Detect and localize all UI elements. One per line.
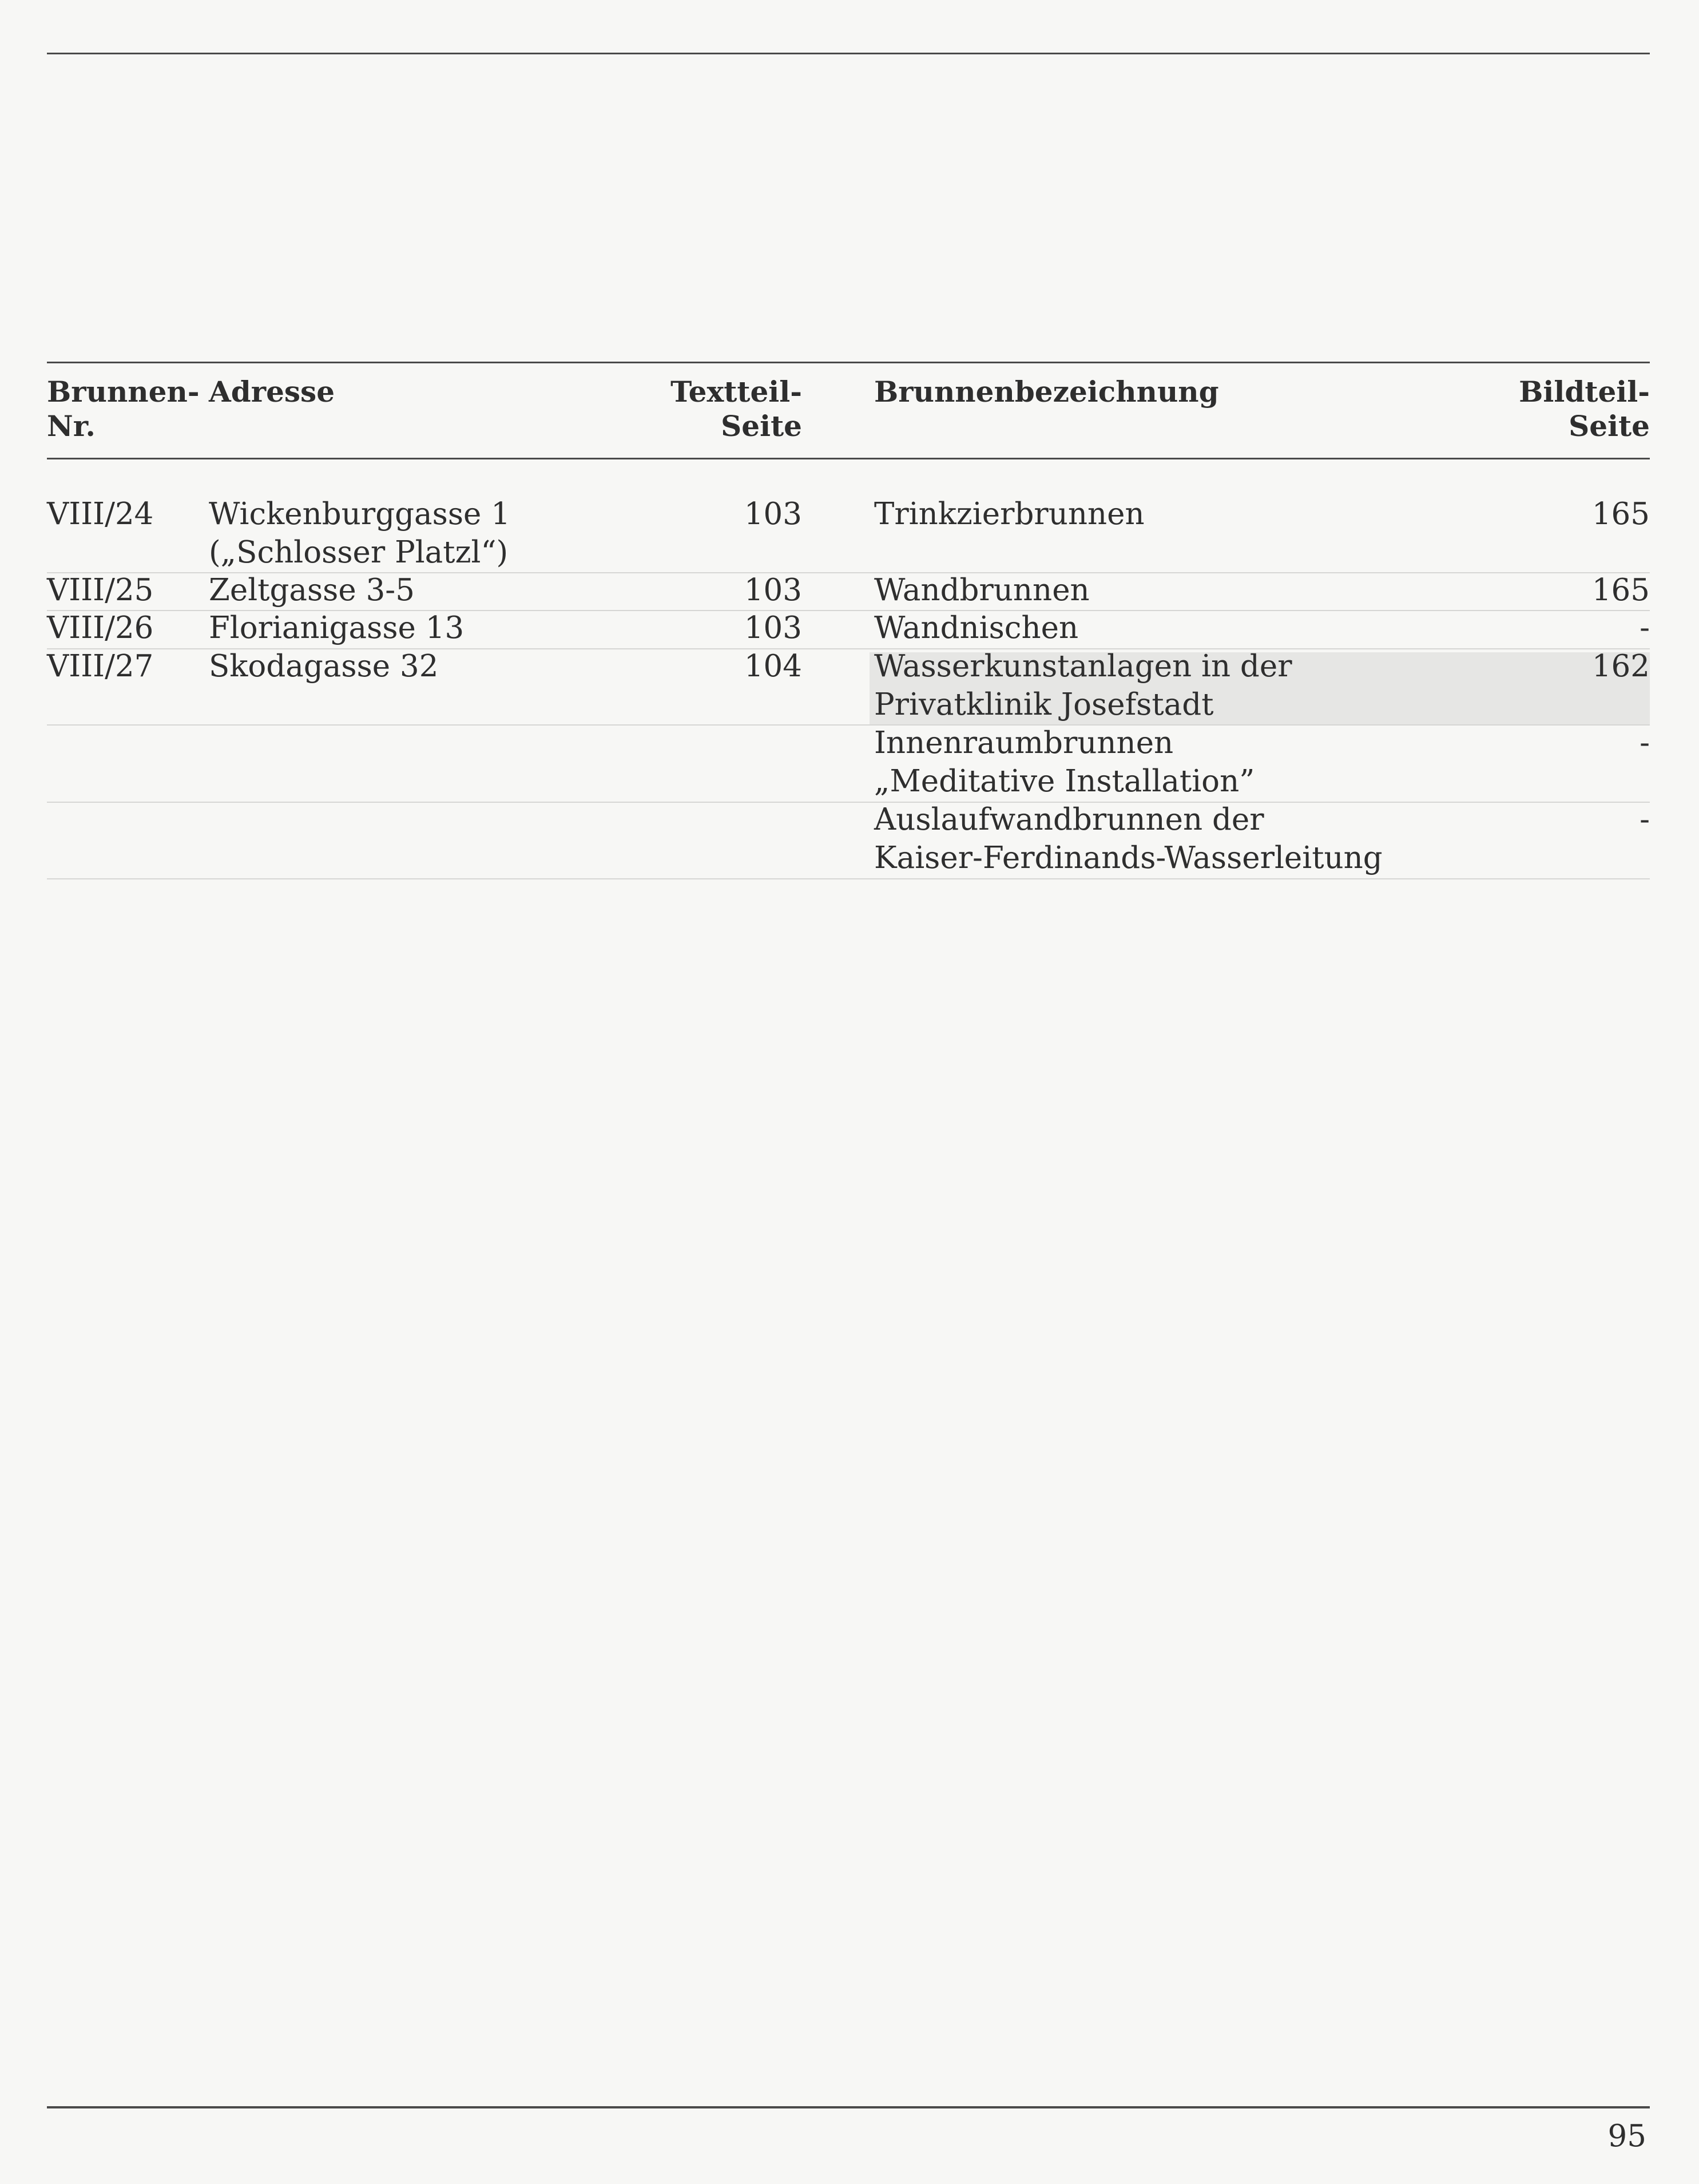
table-row-bezeichnung: Auslaufwandbrunnen der [874, 802, 1264, 837]
page-number: 95 [1607, 2119, 1646, 2154]
table-row-bezeichnung: Privatklinik Josefstadt [874, 687, 1214, 722]
table-row-bildteil: 162 [1591, 649, 1650, 684]
table-row-adresse: Skodagasse 32 [209, 649, 439, 684]
table-row-bildteil: - [1640, 802, 1650, 837]
table-row-adresse: Zeltgasse 3-5 [209, 573, 415, 608]
header-brunnen-nr: Brunnen- Nr. [47, 375, 200, 443]
table-row-textteil: 104 [744, 649, 802, 684]
table-row-textteil: 103 [744, 611, 802, 645]
table-row-bezeichnung: Wasserkunstanlagen in der [874, 649, 1292, 684]
row-divider [47, 802, 1650, 803]
table-row-bezeichnung: „Meditative Installation” [874, 764, 1255, 799]
bleed-through-heading [395, 86, 422, 185]
table-row-textteil: 103 [744, 573, 802, 608]
header-brunnenbezeichnung: Brunnenbezeichnung [874, 375, 1219, 409]
table-row-bezeichnung: Innenraumbrunnen [874, 726, 1174, 760]
table-row-nr: VIII/25 [47, 573, 154, 608]
table-row-bezeichnung: Wandbrunnen [874, 573, 1090, 608]
header-adresse: Adresse [209, 375, 335, 409]
table-header-top-rule [47, 362, 1650, 363]
table-row-nr: VIII/24 [47, 497, 154, 532]
table-row-bezeichnung: Wandnischen [874, 611, 1079, 645]
table-row-adresse: Florianigasse 13 [209, 611, 465, 645]
table-row-adresse: („Schlosser Platzl“) [209, 535, 509, 570]
table-row-bezeichnung: Trinkzierbrunnen [874, 497, 1145, 532]
table-row-bezeichnung: Kaiser-Ferdinands-Wasserleitung [874, 841, 1383, 875]
row-divider [47, 724, 1650, 726]
bottom-rule [47, 2106, 1650, 2108]
table-header-bottom-rule [47, 458, 1650, 459]
table-row-bildteil: 165 [1591, 573, 1650, 608]
table-row-textteil: 103 [744, 497, 802, 532]
table-row-bildteil: 165 [1591, 497, 1650, 532]
table-row-adresse: Wickenburggasse 1 [209, 497, 510, 532]
row-divider [47, 878, 1650, 879]
table-row-bildteil: - [1640, 611, 1650, 645]
table-row-bildteil: - [1640, 726, 1650, 760]
top-rule [47, 53, 1650, 54]
header-bildteil-seite: Bildteil- Seite [1519, 375, 1650, 443]
table-row-nr: VIII/27 [47, 649, 154, 684]
table-row-nr: VIII/26 [47, 611, 154, 645]
header-textteil-seite: Textteil- Seite [670, 375, 802, 443]
